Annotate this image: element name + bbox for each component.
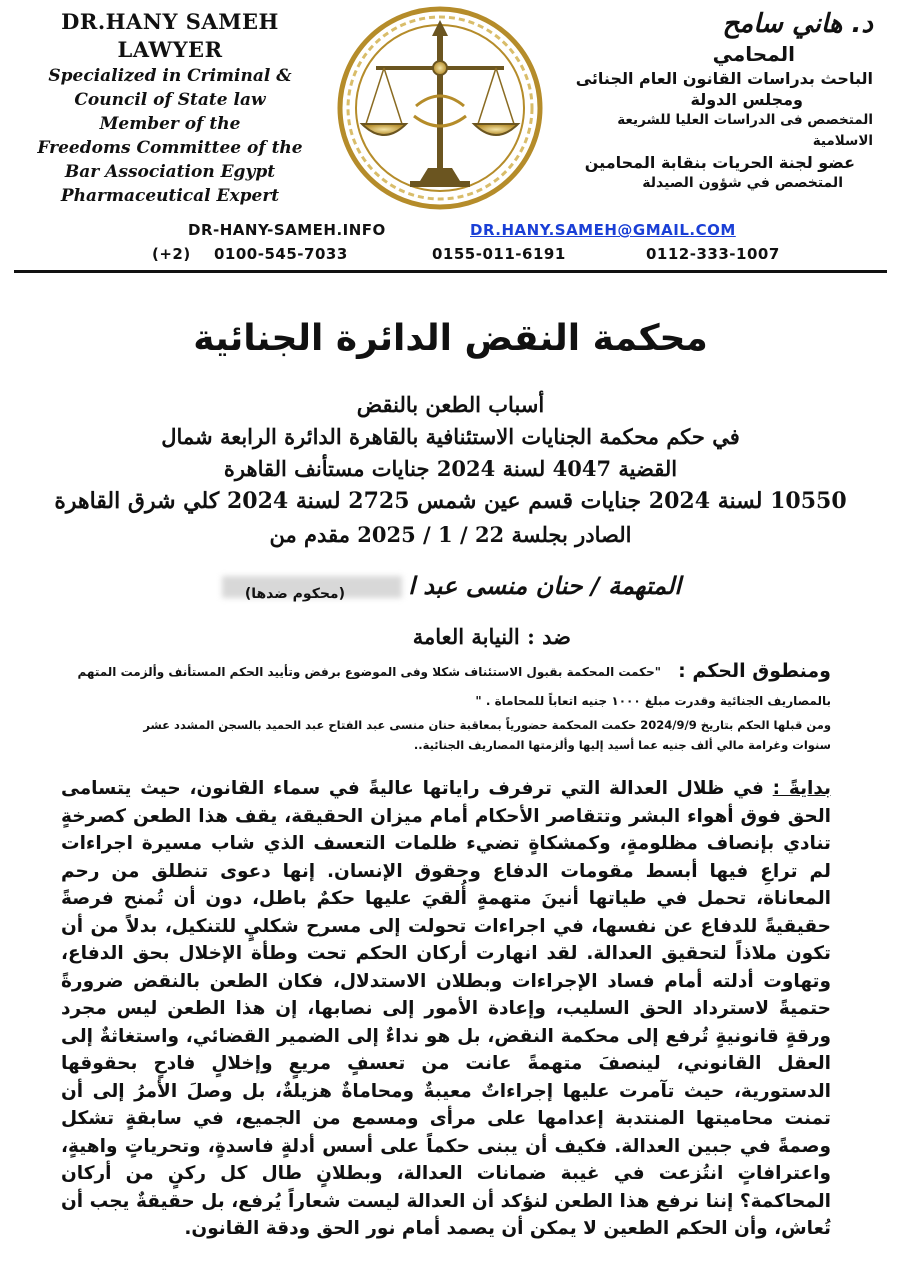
email-link[interactable]: DR.HANY.SAMEH@GMAIL.COM — [470, 221, 736, 239]
credential-line: Member of the — [99, 114, 241, 134]
body-paragraph — [61, 775, 831, 1243]
lawyer-name-ar: د. هاني سامح — [722, 9, 873, 39]
header-divider — [14, 270, 887, 273]
lawyer-name-en: DR.HANY SAMEH — [61, 9, 279, 34]
lawyer-title-en: LAWYER — [117, 37, 223, 62]
credential-line-ar: الباحث بدراسات القانون العام الجنائى — [575, 69, 873, 88]
case-line: القضية 4047 لسنة 2024 جنايات مستأنف القاهرة — [223, 456, 678, 481]
website-link[interactable]: DR-HANY-SAMEH.INFO — [188, 221, 386, 239]
phone-number[interactable]: 0155-011-6191 — [432, 245, 566, 263]
credential-line-ar: المتخصص فى الدراسات العليا للشريعة الاسلامية — [617, 112, 873, 149]
verdict-text: بالمصاريف الجنائية وقدرت مبلغ ١٠٠٠ جنيه اتعاباً للمحاماة . " — [475, 694, 831, 708]
scales-of-justice-logo — [336, 6, 544, 211]
credential-line-ar: ومجلس الدولة — [690, 90, 803, 109]
case-heading: أسباب الطعن بالنقض — [356, 392, 545, 417]
credential-line: Council of State law — [74, 90, 266, 110]
accused-name: المتهمة / حنان منسى عبد ا — [216, 572, 681, 600]
phone-number[interactable]: 0112-333-1007 — [646, 245, 780, 263]
against-party: ضد : النيابة العامة — [412, 624, 571, 649]
english-letterhead — [20, 8, 320, 208]
accused-status: (محكوم ضدها) — [244, 586, 345, 602]
credential-line-ar: المتخصص في شؤون الصيدلة — [642, 175, 843, 191]
court-title: محكمة النقض الدائرة الجنائية — [193, 318, 708, 359]
verdict-label: ومنطوق الحكم : — [678, 660, 831, 682]
verdict-text: "حكمت المحكمة بقبول الاستئناف شكلا وفى الموضوع برفض وتأييد الحكم المستأنف وألزمت المتهم — [77, 665, 661, 679]
phone-country-code: (+2) — [152, 245, 191, 263]
paragraph-intro: بدايةً : — [772, 778, 831, 799]
paragraph-text: في ظلال العدالة التي ترفرف راياتها عاليةً في سماء القانون، حيث يتسامى الحق فوق أهواء البشر وتتقاصر الأحكام أمام ميزان الحقيقة، يقف هذا الطعن كصرخةٍ تنادي بإنصاف مظلومةٍ، وكمشكاةٍ تضيء ظلمات التعسف الذي شاب مسيرة اجراءات لم تراعِ فيها أبسط مقومات الدفاع وحقوق الإنسان. إنها دعوى تنطلق من رحم المعاناة، تحمل في طياتها أنينَ متهمةٍ أُلقيَ عليها حكمٌ باطل، دون أن تُمنح فرصةً حقيقيةً للدفاع عن نفسها، في اجراءات تحولت إلى مسرح شكليٍ للتنكيل، بدلاً من أن تكون ملاذاً لتحقيق العدالة. لقد انهارت أركان الحكم تحت وطأة الإخلال بحق الدفاع، وتهاوت أدلته أمام فساد الإجراءات وبطلان الاستدلال، فكان الطعن بالنقض ضرورةً حتميةً لاسترداد الحق السليب، وإعادة الأمور إلى نصابها، إن هذا الطعن ليس مجرد ورقةٍ قانونيةٍ تُرفع إلى محكمة النقض، بل هو نداءٌ إلى الضمير القضائي، واستغاثةٌ إلى العقل القانوني، لينصفَ متهمةً عانت من تعسفٍ مريعٍ وإخلالٍ فادحٍ بحقوقها الدستورية، حيث تآمرت عليها إجراءاتٌ معيبةٌ ومحاماةٌ هزيلةٌ، بل وصلَ الأمرُ إلى أن تمنت محاميتها المنتدبة إعدامها على مرأى ومسمع من الجميع، في سابقةٍ تشكل وصمةً في جبين العدالة. فكيف أن يبنى حكماً على أسس أدلةٍ فاسدةٍ، وتحرياتٍ واهيةٍ، واعترافاتٍ انتُزعت في غيبة ضمانات العدالة، وبطلانٍ طال كل ركنٍ من أركان المحاكمة؟ إننا نرفع هذا الطعن لنؤكد أن العدالة ليست شعاراً يُرفع، بل حقيقةٌ يجب أن تُعاش، وأن الحكم الطعين لا يمكن أن يصمد أمام نور الحق ودقة القانون. — [61, 778, 831, 1239]
lawyer-title-ar: المحامي — [712, 42, 795, 66]
verdict-text: ومن قبلها الحكم بتاريخ 2024/9/9 حكمت المحكمة حضورياً بمعاقبة حنان منسى عبد الفتاح عبد الحميد بالسجن المشدد عشر — [143, 718, 831, 732]
verdict-text: سنوات وغرامة مالي ألف جنيه عما أسيد إليها وألزمتها المصاريف الجنائية.. — [413, 738, 831, 752]
credential-line: Pharmaceutical Expert — [60, 186, 280, 206]
phone-number[interactable]: 0100-545-7033 — [214, 245, 348, 263]
credential-line: Specialized in Criminal & — [48, 66, 292, 86]
credential-line-ar: عضو لجنة الحريات بنقابة المحامين — [584, 153, 855, 172]
credential-line: Freedoms Committee of the — [37, 138, 303, 158]
case-line: 10550 لسنة 2024 جنايات قسم عين شمس 2725 لسنة 2024 كلي شرق القاهرة — [54, 488, 847, 514]
arabic-letterhead — [553, 8, 873, 194]
case-date-line: الصادر بجلسة 22 / 1 / 2025 مقدم من — [269, 522, 632, 547]
credential-line: Bar Association Egypt — [64, 162, 276, 182]
case-line: في حكم محكمة الجنايات الاستئنافية بالقاهرة الدائرة الرابعة شمال — [161, 424, 740, 449]
